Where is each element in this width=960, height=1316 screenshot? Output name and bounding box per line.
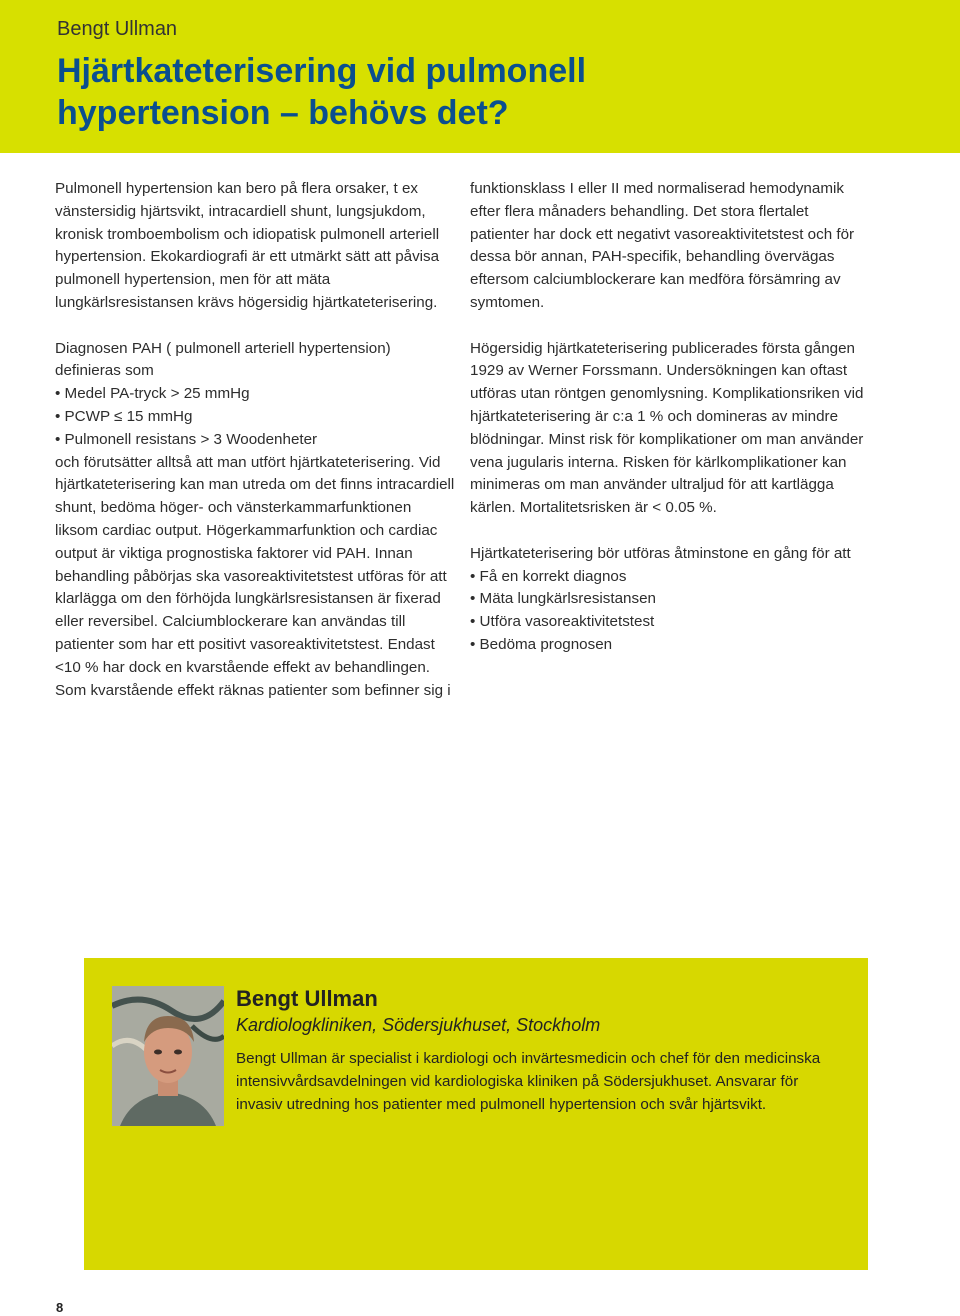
list-item: • PCWP ≤ 15 mmHg <box>55 406 455 429</box>
list-item: • Pulmonell resistans > 3 Woodenheter <box>55 429 455 452</box>
list-item: • Medel PA-tryck > 25 mmHg <box>55 383 455 406</box>
criteria-list <box>55 383 455 451</box>
criteria-continuation: och förutsätter alltså att man utfört hjärtkateterisering. Vid hjärtkateterisering kan man utreda om det finns intracardiell shunt, bedöma höger- och vänsterkammarfunktionen liksom cardiac output. Högerkammarfunktion och cardiac output är viktiga prognostiska faktorer vid PAH. Innan behandling påbörjas ska vasoreaktivitetstest utföras för att klarlägga om den förhöjda lungkärlsresistansen är fixerad eller reversibel. Calciumblockerare kan användas till patienter som har ett positivt vasoreaktivitetstest. Endast <10 % har dock en kvarstående effekt av behandlingen. Som kvarstående effekt räknas patienter som befinner sig i <box>55 453 455 699</box>
bio-affiliation: Kardiologkliniken, Södersjukhuset, Stockholm <box>236 1015 601 1035</box>
paragraph: Högersidig hjärtkateterisering publicerades första gången 1929 av Werner Forssmann. Undersökningen kan oftast utföras utan röntgen genomlysning. Komplikationsriken vid hjärtkateterisering är c:a 1 % och domineras av mindre blödningar. Minst risk för komplikationer om man använder vena jugularis interna. Risken för kärlkomplikationer kan minimeras om man använder ultraljud för att kartlägga kärlen. Mortalitetsrisken är < 0.05 %. <box>470 339 864 517</box>
list-item: • Få en korrekt diagnos <box>470 566 870 589</box>
list-item: • Bedöma prognosen <box>470 634 870 657</box>
criteria-intro: Diagnosen PAH ( pulmonell arteriell hypertension) definieras som <box>55 339 391 380</box>
paragraph: Pulmonell hypertension kan bero på flera orsaker, t ex vänstersidig hjärtsvikt, intracardiell shunt, lungsjukdom, kronisk tromboembolism och idiopatisk pulmonell arteriell hypertension. Ekokardiografi är ett utmärkt sätt att påvisa pulmonell hypertension, men för att mäta lungkärlsresistansen krävs högersidig hjärtkateterisering. <box>55 180 440 311</box>
list-item: • Utföra vasoreaktivitetstest <box>470 611 870 634</box>
article-title: Hjärtkateterisering vid pulmonell hypertension – behövs det? <box>57 52 587 132</box>
paragraph <box>470 543 870 657</box>
left-column <box>55 178 455 702</box>
reasons-list <box>470 566 870 657</box>
right-column <box>470 178 870 657</box>
reasons-intro: Hjärtkateterisering bör utföras åtminstone en gång för att <box>470 544 851 562</box>
portrait-illustration <box>112 986 224 1126</box>
list-item: • Mäta lungkärlsresistansen <box>470 588 870 611</box>
author-photo <box>112 986 224 1126</box>
bio-name: Bengt Ullman <box>236 986 378 1011</box>
bio-text: Bengt Ullman är specialist i kardiologi och invärtesmedicin och chef för den medicinska intensivvårdsavdelningen vid kardiologiska kliniken på Södersjukhuset. Ansvarar för invasiv utredning hos patienter med pulmonell hypertension och svår hjärtsvikt. <box>236 1050 821 1113</box>
paragraph <box>55 338 455 703</box>
page-number: 8 <box>56 1300 64 1315</box>
paragraph: funktionsklass I eller II med normaliserad hemodynamik efter flera månaders behandling. Det stora flertalet patienter har dock ett negativt vasoreaktivitetstest och för dessa bör annan, PAH-specifik, behandling övervägas eftersom calciumblockerare kan medföra försämring av symtomen. <box>470 180 855 311</box>
author-name: Bengt Ullman <box>57 18 178 40</box>
